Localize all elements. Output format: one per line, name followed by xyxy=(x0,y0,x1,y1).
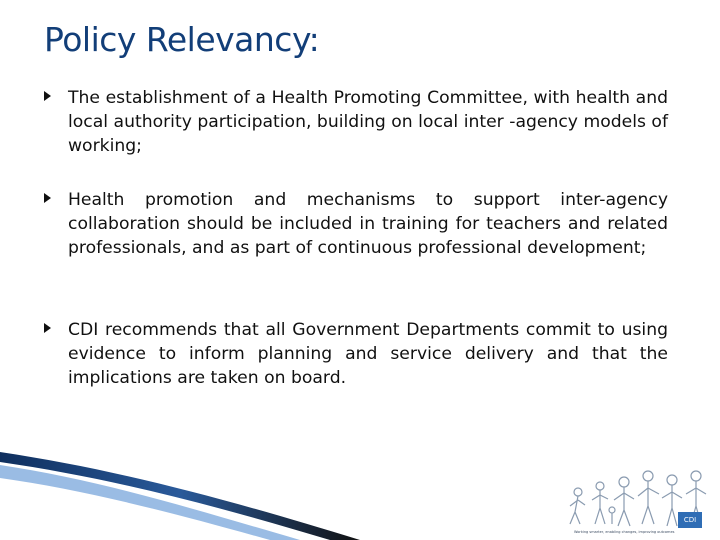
bullet-text: CDI recommends that all Government Departments commit to using evidence to inform planning and service delivery and that the implications are taken on board. xyxy=(68,320,668,388)
logo-badge-text: CDI xyxy=(683,516,697,524)
slide-title: Policy Relevancy: xyxy=(44,20,320,59)
bullet-text: The establishment of a Health Promoting Committee, with health and local authority participation, building on local inter -agency models of working; xyxy=(68,88,668,156)
bullet-text: Health promotion and mechanisms to support inter-agency collaboration should be included in training for teachers and related professionals, and as part of continuous professional development; xyxy=(68,190,668,258)
logo-tagline: Working smarter, enabling changes, improving outcomes xyxy=(574,530,675,534)
